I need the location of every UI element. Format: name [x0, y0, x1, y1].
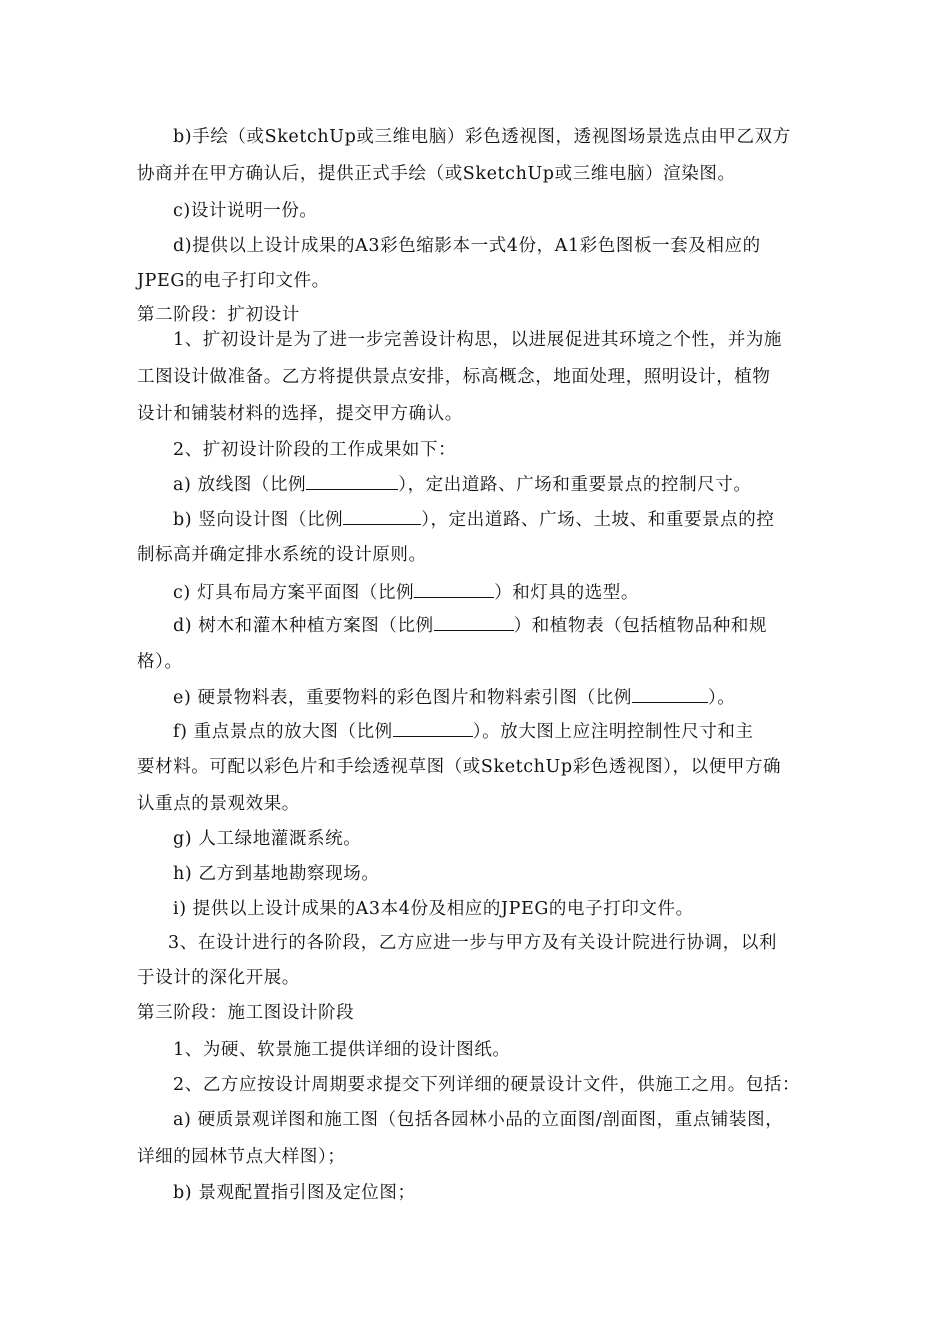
item-c-tail: ）和灯具的选型。 — [494, 583, 640, 603]
stage3-item-a-line1: a) 硬质景观详图和施工图（包括各园林小品的立面图/剖面图，重点铺装图， — [173, 1110, 784, 1130]
stage2-p3-line2: 于设计的深化开展。 — [137, 968, 300, 988]
item-b-line1 — [173, 506, 774, 532]
item-f-lead: f) 重点景点的放大图（比例 — [173, 722, 393, 742]
stage3-item-b: b) 景观配置指引图及定位图； — [173, 1183, 416, 1203]
scale-blank — [343, 506, 421, 525]
item-c-lead: c) 灯具布局方案平面图（比例 — [173, 583, 415, 603]
item-i: i) 提供以上设计成果的A3本4份及相应的JPEG的电子打印文件。 — [173, 899, 694, 919]
para-b-line1: b)手绘（或SketchUp或三维电脑）彩色透视图，透视图场景选点由甲乙双方 — [173, 127, 791, 147]
item-g: g) 人工绿地灌溉系统。 — [173, 829, 362, 849]
item-h: h) 乙方到基地勘察现场。 — [173, 864, 380, 884]
stage2-p1-line1: 1、扩初设计是为了进一步完善设计构思，以进展促进其环境之个性，并为施 — [173, 330, 783, 350]
para-d-line2: JPEG的电子打印文件。 — [137, 271, 330, 291]
para-b-line2: 协商并在甲方确认后，提供正式手绘（或SketchUp或三维电脑）渲染图。 — [137, 164, 736, 184]
stage3-heading: 第三阶段：施工图设计阶段 — [137, 1003, 355, 1023]
stage2-p2: 2、扩初设计阶段的工作成果如下： — [173, 440, 457, 460]
item-b-tail: ），定出道路、广场、土坡、和重要景点的控 — [421, 510, 775, 530]
item-a — [173, 471, 751, 497]
item-d-line2: 格）。 — [137, 652, 183, 672]
scale-blank — [393, 718, 473, 737]
item-b-line2: 制标高并确定排水系统的设计原则。 — [137, 545, 427, 565]
stage3-p1: 1、为硬、软景施工提供详细的设计图纸。 — [173, 1040, 511, 1060]
stage2-heading: 第二阶段：扩初设计 — [137, 305, 300, 325]
item-f-line2: 要材料。可配以彩色片和手绘透视草图（或SketchUp彩色透视图），以便甲方确 — [137, 757, 782, 777]
item-f-line3: 认重点的景观效果。 — [137, 794, 300, 814]
item-a-lead: a) 放线图（比例 — [173, 475, 307, 495]
item-c — [173, 579, 639, 605]
item-a-tail: ），定出道路、广场和重要景点的控制尺寸。 — [398, 475, 752, 495]
item-e — [173, 684, 735, 710]
scale-blank — [632, 684, 708, 703]
stage3-p2: 2、乙方应按设计周期要求提交下列详细的硬景设计文件，供施工之用。包括： — [173, 1075, 801, 1095]
item-f-tail: ）。放大图上应注明控制性尺寸和主 — [472, 722, 754, 742]
item-d-lead: d) 树木和灌木种植方案图（比例 — [173, 616, 434, 636]
item-e-tail: ）。 — [707, 688, 736, 708]
item-e-lead: e) 硬景物料表，重要物料的彩色图片和物料索引图（比例 — [173, 688, 632, 708]
para-c: c)设计说明一份。 — [173, 201, 318, 221]
scale-blank — [434, 612, 514, 631]
para-d-line1: d)提供以上设计成果的A3彩色缩影本一式4份，A1彩色图板一套及相应的 — [173, 236, 761, 256]
stage2-p3-line1: 3、在设计进行的各阶段，乙方应进一步与甲方及有关设计院进行协调，以利 — [168, 933, 778, 953]
stage2-p1-line3: 设计和铺装材料的选择，提交甲方确认。 — [137, 404, 463, 424]
scale-blank — [414, 579, 494, 598]
stage3-item-a-line2: 详细的园林节点大样图）； — [137, 1147, 346, 1167]
scale-blank — [306, 471, 398, 490]
stage2-p1-line2: 工图设计做准备。乙方将提供景点安排，标高概念，地面处理，照明设计，植物 — [137, 367, 771, 387]
item-b-lead: b) 竖向设计图（比例 — [173, 510, 344, 530]
item-d-tail: ）和植物表（包括植物品种和规 — [513, 616, 768, 636]
item-d-line1 — [173, 612, 767, 638]
item-f-line1 — [173, 718, 754, 744]
